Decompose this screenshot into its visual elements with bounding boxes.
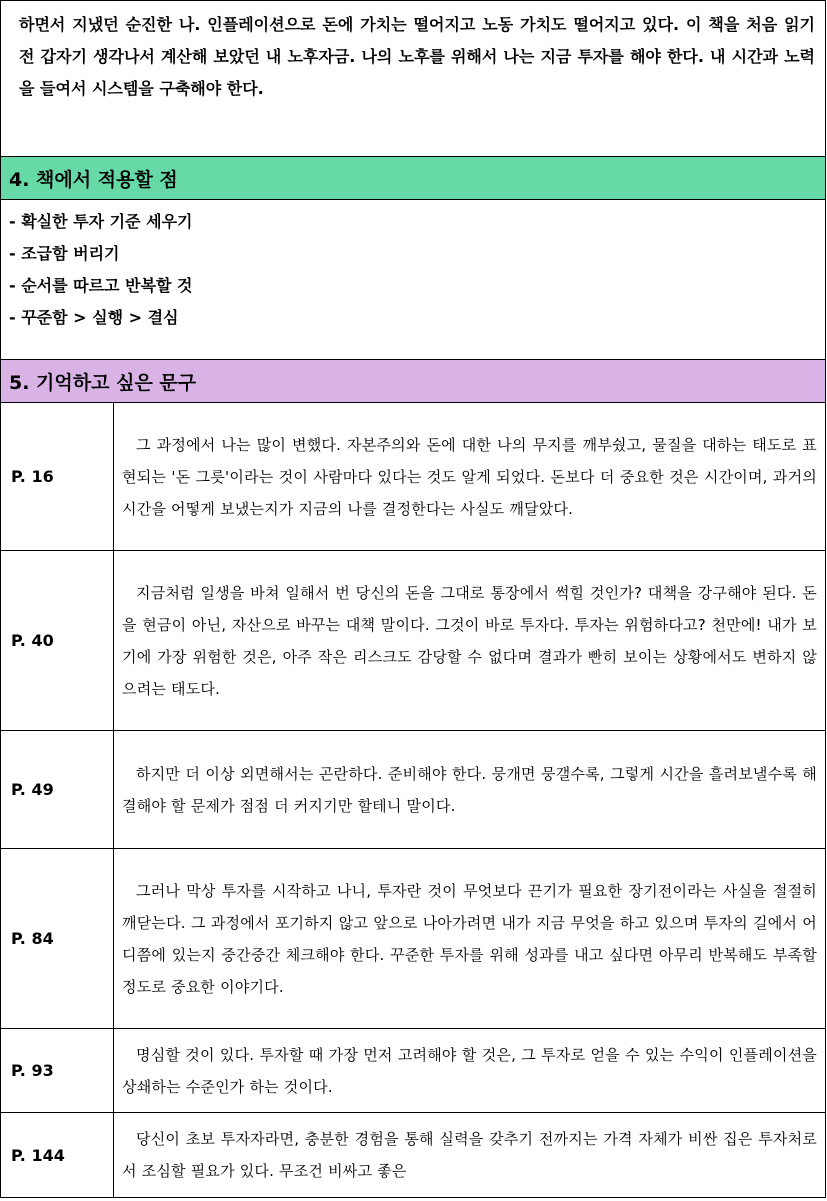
quote-page: P. 84 (1, 849, 114, 1029)
quote-text: 하지만 더 이상 외면해서는 곤란하다. 준비해야 한다. 뭉개면 뭉갤수록, 그렇게 시간을 흘려보낼수록 해결해야 할 문제가 점점 더 커지기만 할테니 말이다. (114, 731, 826, 849)
quote-row (1, 551, 826, 731)
list-item: - 확실한 투자 기준 세우기 (9, 212, 193, 231)
list-item: - 꾸준함 > 실행 > 결심 (9, 308, 179, 327)
quote-page: P. 16 (1, 403, 114, 551)
quote-page: P. 49 (1, 731, 114, 849)
quote-page: P. 40 (1, 551, 114, 731)
intro-cell (1, 1, 826, 157)
quote-row (1, 1113, 826, 1198)
quote-row (1, 731, 826, 849)
quote-text: 당신이 초보 투자자라면, 충분한 경험을 통해 실력을 갖추기 전까지는 가격 자체가 비싼 집은 투자처로서 조심할 필요가 있다. 무조건 비싸고 좋은 (114, 1113, 826, 1198)
quote-row (1, 403, 826, 551)
intro-row (1, 1, 826, 157)
section4-header-row (1, 157, 826, 200)
quote-page: P. 144 (1, 1113, 114, 1198)
quote-text: 지금처럼 일생을 바쳐 일해서 번 당신의 돈을 그대로 통장에서 썩힐 것인가? 대책을 강구해야 된다. 돈을 현금이 아닌, 자산으로 바꾸는 대책 말이다. 그것이 바로 투자다. 투자는 위험하다고? 천만에! 내가 보기에 가장 위험한 것은, 아주 작은 리스크도 감당할 수 없다며 결과가 빤히 보이는 상황에서도 변하지 않으려는 태도다. (114, 551, 826, 731)
quote-text: 그 과정에서 나는 많이 변했다. 자본주의와 돈에 대한 나의 무지를 깨부쉈고, 물질을 대하는 태도로 표현되는 '돈 그릇'이라는 것이 사람마다 있다는 것도 알게 되었다. 돈보다 더 중요한 것은 시간이며, 과거의 시간을 어떻게 보냈는지가 지금의 나를 결정한다는 사실도 깨달았다. (114, 403, 826, 551)
quote-row (1, 1029, 826, 1113)
quote-text: 명심할 것이 있다. 투자할 때 가장 먼저 고려해야 할 것은, 그 투자로 얻을 수 있는 수익이 인플레이션을 상쇄하는 수준인가 하는 것이다. (114, 1029, 826, 1113)
quote-page: P. 93 (1, 1029, 114, 1113)
section5-header-row (1, 360, 826, 403)
section4-list (1, 200, 826, 360)
section4-title: 4. 책에서 적용할 점 (1, 157, 826, 200)
list-item: - 조급함 버리기 (9, 244, 120, 263)
section5-title: 5. 기억하고 싶은 문구 (1, 360, 826, 403)
list-item: - 순서를 따르고 반복할 것 (9, 276, 193, 295)
quote-row (1, 849, 826, 1029)
intro-paragraph: 하면서 지냈던 순진한 나. 인플레이션으로 돈에 가치는 떨어지고 노동 가치도 떨어지고 있다. 이 책을 처음 읽기 전 갑자기 생각나서 계산해 보았던 내 노후자금. 나의 노후를 위해서 나는 지금 투자를 해야 한다. 내 시간과 노력을 들여서 시스템을 구축해야 한다. (19, 15, 815, 98)
section4-list-row (1, 200, 826, 360)
quote-text: 그러나 막상 투자를 시작하고 나니, 투자란 것이 무엇보다 끈기가 필요한 장기전이라는 사실을 절절히 깨닫는다. 그 과정에서 포기하지 않고 앞으로 나아가려면 내가 지금 무엇을 하고 있으며 투자의 길에서 어디쯤에 있는지 중간중간 체크해야 한다. 꾸준한 투자를 위해 성과를 내고 싶다면 아무리 반복해도 부족할 정도로 중요한 이야기다. (114, 849, 826, 1029)
